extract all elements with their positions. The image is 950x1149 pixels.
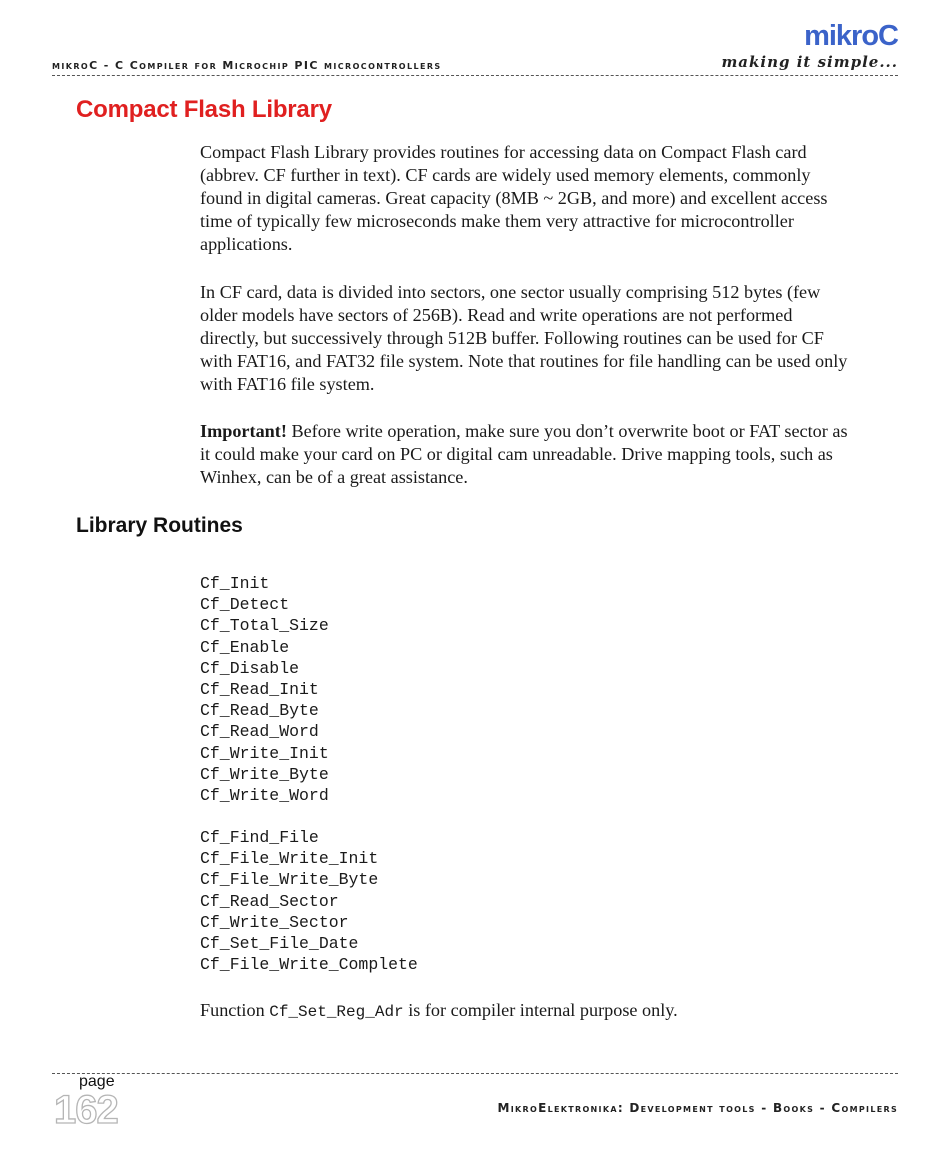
routine-item: Cf_Detect bbox=[200, 595, 290, 615]
routine-list-core bbox=[200, 573, 329, 806]
routine-item: Cf_Disable bbox=[200, 658, 300, 678]
header-tagline: making it simple... bbox=[721, 53, 898, 71]
footer-publisher: MikroElektronika: Development tools - Books - Compilers bbox=[497, 1101, 898, 1115]
page-number: 162 bbox=[54, 1088, 118, 1132]
sectors-paragraph: In CF card, data is divided into sectors, one sector usually comprising 512 bytes (few older models have sectors of 256B). Read and write operations are not performed directly, but successively through 512B buffer. Following routines can be used for CF with FAT16, and FAT32 file system. Note that routines for file handling can be used only with FAT16 file system. bbox=[200, 282, 848, 394]
routine-item: Cf_Write_Init bbox=[200, 743, 329, 763]
routine-item: Cf_File_Write_Complete bbox=[200, 955, 418, 975]
routine-item: Cf_Read_Init bbox=[200, 679, 319, 699]
important-paragraph bbox=[200, 420, 852, 489]
routine-item: Cf_File_Write_Byte bbox=[200, 870, 379, 890]
routine-item: Cf_Write_Word bbox=[200, 785, 329, 805]
routine-item: Cf_Find_File bbox=[200, 828, 319, 847]
routines-title: Library Routines bbox=[76, 514, 243, 537]
footer-divider bbox=[52, 1073, 898, 1074]
routine-item: Cf_Write_Byte bbox=[200, 764, 329, 784]
section-title: Compact Flash Library bbox=[76, 96, 332, 123]
routine-item: Cf_Enable bbox=[200, 637, 290, 657]
note-suffix: is for compiler internal purpose only. bbox=[403, 1000, 678, 1020]
routine-item: Cf_Read_Word bbox=[200, 722, 319, 742]
important-text: Before write operation, make sure you don’t overwrite boot or FAT sector as it could make your card on PC or digital cam unreadable. Drive mapping tools, such as Winhex, can be of a great assistance. bbox=[200, 421, 848, 487]
page-label: page bbox=[79, 1073, 115, 1090]
header-divider bbox=[52, 75, 898, 76]
routine-item: Cf_Set_File_Date bbox=[200, 933, 359, 953]
brand-logo: mikroC bbox=[804, 20, 898, 52]
internal-function-note bbox=[200, 999, 678, 1024]
important-label: Important! bbox=[200, 421, 287, 441]
routine-item: Cf_Total_Size bbox=[200, 616, 329, 636]
routine-list-file bbox=[200, 827, 418, 975]
header-title: mikroC - C Compiler for Microchip PIC microcontrollers bbox=[52, 59, 442, 72]
routine-item: Cf_Init bbox=[200, 574, 270, 593]
routine-item: Cf_Write_Sector bbox=[200, 912, 349, 932]
routine-item: Cf_Read_Byte bbox=[200, 701, 319, 721]
intro-paragraph: Compact Flash Library provides routines for accessing data on Compact Flash card (abbrev. CF further in text). CF cards are widely used memory elements, commonly found in digital cameras. Great capacity (8MB ~ 2GB, and more) and excellent access time of typically few microseconds make them very attractive for microcontroller applications. bbox=[200, 142, 828, 254]
note-prefix: Function bbox=[200, 1000, 270, 1020]
routine-item: Cf_File_Write_Init bbox=[200, 849, 379, 869]
note-function-name: Cf_Set_Reg_Adr bbox=[269, 1003, 404, 1021]
routine-item: Cf_Read_Sector bbox=[200, 891, 339, 911]
